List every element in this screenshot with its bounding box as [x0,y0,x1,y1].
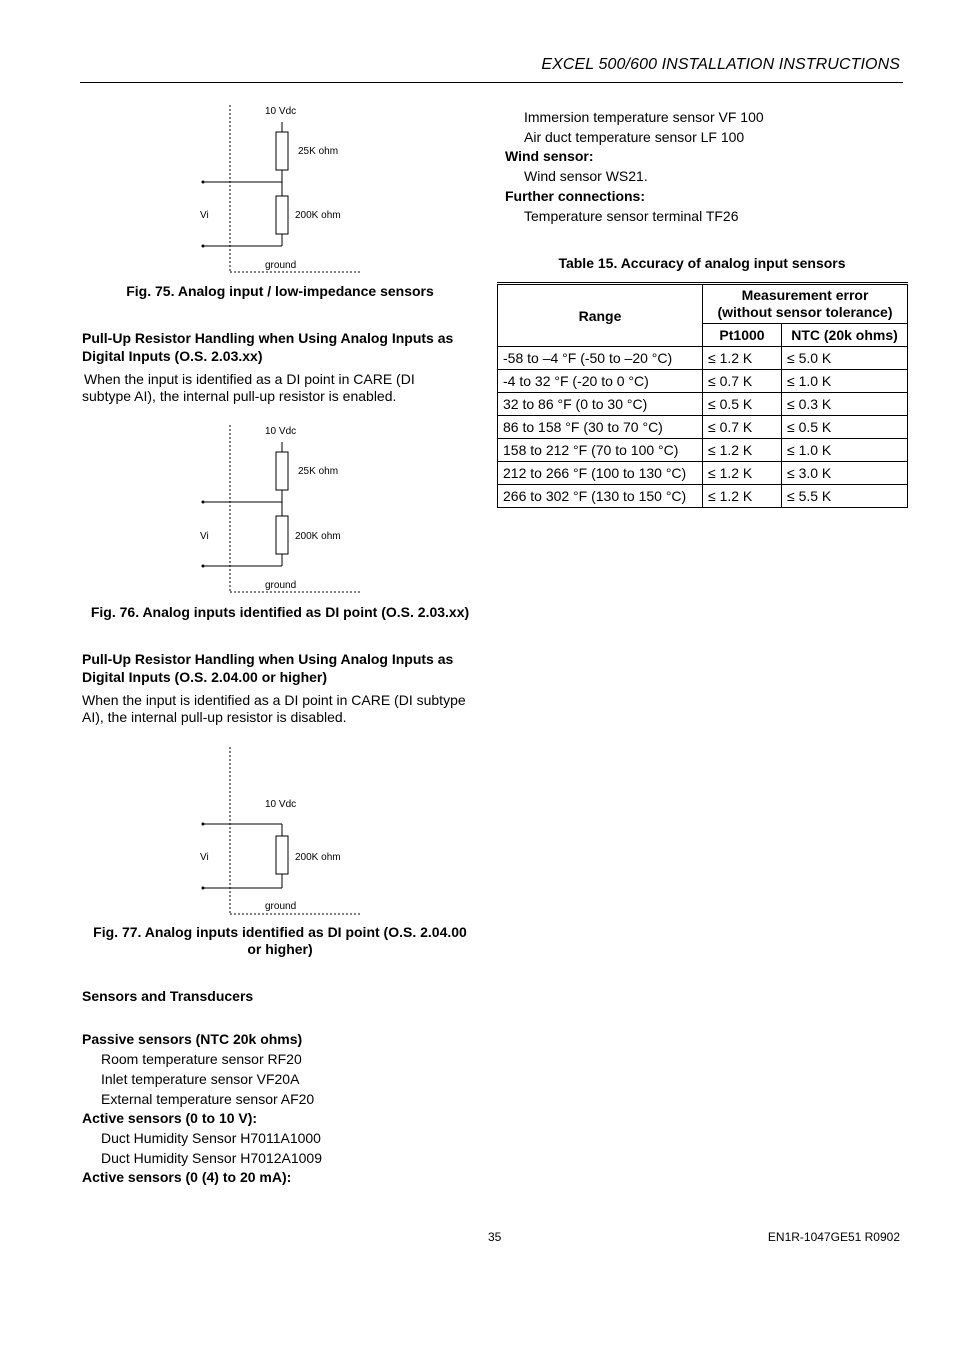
further-connections-item: Temperature sensor terminal TF26 [524,208,739,224]
fig76-label-vdc: 10 Vdc [265,426,297,437]
table-header-range: Range [498,285,703,347]
table-cell-ntc: ≤ 0.5 K [782,416,908,439]
table15-caption: Table 15. Accuracy of analog input sensors [558,255,846,271]
section1-heading: Pull-Up Resistor Handling when Using Analog Inputs as Digital Inputs (O.S. 2.03.xx) [82,330,454,364]
fig76-label-vi: Vi [200,531,209,542]
table-cell-pt1000: ≤ 0.5 K [703,393,782,416]
active-current-sensors-label: Active sensors (0 (4) to 20 mA): [82,1169,292,1185]
table-row [498,347,908,370]
table-row [498,393,908,416]
table-cell-range: 32 to 86 °F (0 to 30 °C) [498,393,703,416]
fig76-circuit-diagram [195,420,375,598]
fig77-circuit-diagram [195,742,375,920]
wind-sensor-item: Wind sensor WS21. [524,168,648,184]
fig77-caption: Fig. 77. Analog inputs identified as DI point (O.S. 2.04.00 or higher) [93,924,467,957]
table-cell-range: 266 to 302 °F (130 to 150 °C) [498,485,703,508]
table-cell-ntc: ≤ 3.0 K [782,462,908,485]
table-row [498,462,908,485]
section2-heading: Pull-Up Resistor Handling when Using Analog Inputs as Digital Inputs (O.S. 2.04.00 or higher) [82,651,454,685]
right-sensor-item: Immersion temperature sensor VF 100 [524,109,764,125]
fig76-resistor-200k [276,516,288,554]
sensors-heading: Sensors and Transducers [82,988,254,1004]
table-cell-ntc: ≤ 1.0 K [782,439,908,462]
active-voltage-sensor-item: Duct Humidity Sensor H7011A1000 [101,1130,321,1146]
header-rule [80,82,903,83]
table-cell-pt1000: ≤ 1.2 K [703,462,782,485]
section2-paragraph: When the input is identified as a DI point in CARE (DI subtype AI), the internal pull-up resistor is disabled. [82,692,466,725]
table-cell-pt1000: ≤ 1.2 K [703,439,782,462]
fig75-label-r2: 200K ohm [295,210,341,221]
table-cell-range: 86 to 158 °F (30 to 70 °C) [498,416,703,439]
fig76-label-r1: 25K ohm [298,466,339,477]
table-cell-range: 212 to 266 °F (100 to 130 °C) [498,462,703,485]
table-cell-range: -4 to 32 °F (-20 to 0 °C) [498,370,703,393]
fig76-label-ground: ground [265,580,297,591]
running-header-title: EXCEL 500/600 INSTALLATION INSTRUCTIONS [541,56,900,73]
table-cell-range: 158 to 212 °F (70 to 100 °C) [498,439,703,462]
fig77-resistor-200k [276,836,288,874]
table15-accuracy [497,284,908,508]
fig75-label-vi: Vi [200,210,209,221]
section1-paragraph: When the input is identified as a DI point in CARE (DI subtype AI), the internal pull-up resistor is enabled. [82,371,415,404]
passive-sensors-label: Passive sensors (NTC 20k ohms) [82,1031,303,1047]
fig75-caption: Fig. 75. Analog input / low-impedance sensors [126,283,434,299]
table-row [498,370,908,393]
table-cell-pt1000: ≤ 0.7 K [703,416,782,439]
right-sensor-item: Air duct temperature sensor LF 100 [524,129,745,145]
table-cell-ntc: ≤ 0.3 K [782,393,908,416]
table-row [498,439,908,462]
wind-sensor-label: Wind sensor: [505,148,594,164]
fig76-resistor-25k [276,452,288,490]
table-cell-ntc: ≤ 5.5 K [782,485,908,508]
table-cell-range: -58 to –4 °F (-50 to –20 °C) [498,347,703,370]
table-header-pt1000: Pt1000 [703,324,782,347]
fig77-label-vi: Vi [200,852,209,863]
fig76-caption: Fig. 76. Analog inputs identified as DI point (O.S. 2.03.xx) [90,604,470,620]
fig75-label-ground: ground [265,260,297,271]
fig75-label-r1: 25K ohm [298,146,339,157]
table-cell-pt1000: ≤ 1.2 K [703,485,782,508]
fig77-label-ground: ground [265,901,297,912]
passive-sensor-item: Room temperature sensor RF20 [101,1051,302,1067]
fig75-circuit-diagram [195,100,375,278]
fig75-resistor-200k [276,196,288,234]
further-connections-label: Further connections: [505,188,646,204]
fig75-label-vdc: 10 Vdc [265,106,297,117]
table-cell-ntc: ≤ 1.0 K [782,370,908,393]
fig75-resistor-25k [276,132,288,170]
table-row [498,485,908,508]
table-header-ntc: NTC (20k ohms) [782,324,908,347]
table-cell-ntc: ≤ 5.0 K [782,347,908,370]
fig77-label-vdc: 10 Vdc [265,799,297,810]
table-cell-pt1000: ≤ 1.2 K [703,347,782,370]
fig77-label-r2: 200K ohm [295,852,341,863]
table-header-error: Measurement error (without sensor tolerance) [703,285,908,324]
table-cell-pt1000: ≤ 0.7 K [703,370,782,393]
table-row [498,416,908,439]
page-number: 35 [488,1230,502,1244]
passive-sensor-item: Inlet temperature sensor VF20A [101,1071,300,1087]
passive-sensor-item: External temperature sensor AF20 [101,1091,315,1107]
table15-top-rule [497,282,908,283]
active-voltage-sensors-label: Active sensors (0 to 10 V): [82,1110,258,1126]
fig76-label-r2: 200K ohm [295,531,341,542]
document-id: EN1R-1047GE51 R0902 [767,1230,900,1244]
active-voltage-sensor-item: Duct Humidity Sensor H7012A1009 [101,1150,323,1166]
